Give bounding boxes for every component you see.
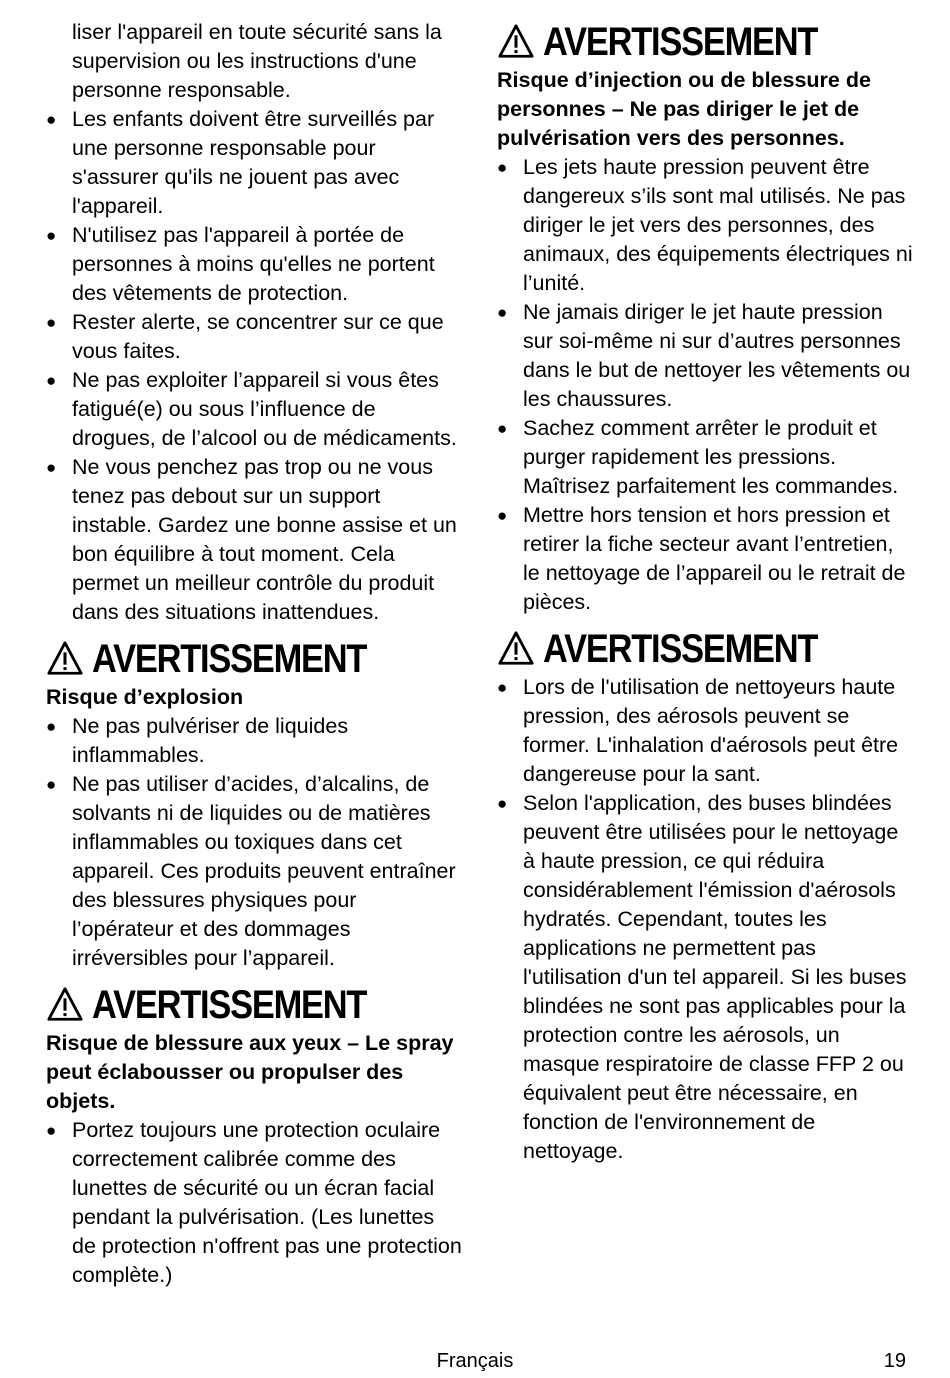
warning-subtitle: Risque de blessure aux yeux – Le spray peut éclabousser ou propulser des objets. <box>46 1031 454 1113</box>
bullet-icon: ● <box>497 158 508 177</box>
list-item <box>46 221 462 308</box>
warning-title: AVERTISSEMENT <box>92 637 367 681</box>
warning-subtitle: Risque d’injection ou de blessure de personnes – Ne pas diriger le jet de pulvérisation vers des personnes. <box>497 68 871 150</box>
intro-list <box>46 105 462 627</box>
footer-language: Français <box>436 1350 514 1372</box>
warning-title: AVERTISSEMENT <box>92 983 367 1027</box>
list-item <box>497 789 913 1166</box>
bullet-icon: ● <box>46 110 57 129</box>
continuation-text: liser l'appareil en toute sécurité sans la supervision ou les instructions d'une personne responsable. <box>72 20 442 102</box>
right-column <box>497 18 913 1166</box>
list-item-text: Mettre hors tension et hors pression et retirer la fiche secteur avant l’entretien, le nettoyage de l’appareil ou le retrait de pièces. <box>523 503 906 614</box>
list-item-text: Ne pas utiliser d’acides, d’alcalins, de solvants ni de liquides ou de matières inflammables ou toxiques dans cet appareil. Ces produits peuvent entraîner des blessures physiques pour l’opérateur et des dommages irréversibles pour l’appareil. <box>72 772 456 970</box>
list-item <box>46 105 462 221</box>
left-column <box>46 18 462 1290</box>
list-item <box>497 298 913 414</box>
list-item-text: Ne pas exploiter l’appareil si vous êtes fatigué(e) ou sous l’influence de drogues, de l’alcool ou de médicaments. <box>72 368 457 450</box>
list-item-text: Selon l'application, des buses blindées peuvent être utilisées pour le nettoyage à haute pression, ce qui réduira considérablement l'émission d'aérosols hydratés. Cependant, toutes les applications ne permettent pas l'utilisation d'un tel appareil. Si les buses blindées ne sont pas applicables pour la protection contre les aérosols, un masque respiratoire de classe FFP 2 ou équivalent peut être nécessaire, en fonction de l'environnement de nettoyage. <box>523 791 907 1163</box>
bullet-icon: ● <box>46 775 57 794</box>
list-item-text: N'utilisez pas l'appareil à portée de personnes à moins qu'elles ne portent des vêtements de protection. <box>72 223 435 305</box>
list-item <box>46 453 462 627</box>
list-item-text: Ne vous penchez pas trop ou ne vous tenez pas debout sur un support instable. Gardez une bonne assise et un bon équilibre à tout moment. Cela permet un meilleur contrôle du produit dans des situations inattendues. <box>72 455 457 624</box>
list-item-text: Ne pas pulvériser de liquides inflammables. <box>72 714 349 767</box>
bullet-icon: ● <box>46 313 57 332</box>
page-number: 19 <box>883 1350 906 1372</box>
bullet-icon: ● <box>46 226 57 245</box>
warning-subtitle: Risque d’explosion <box>46 685 244 709</box>
list-item <box>46 770 462 973</box>
bullet-icon: ● <box>46 458 57 477</box>
list-item <box>497 414 913 501</box>
list-item <box>497 673 913 789</box>
warning-title: AVERTISSEMENT <box>543 20 818 64</box>
eyes-list <box>46 1116 462 1290</box>
warning-triangle-icon <box>497 630 535 668</box>
bullet-icon: ● <box>497 419 508 438</box>
warning-heading-injection <box>497 18 913 66</box>
warning-heading-explosion <box>46 635 462 683</box>
bullet-icon: ● <box>497 303 508 322</box>
bullet-icon: ● <box>46 717 57 736</box>
list-item-text: Rester alerte, se concentrer sur ce que vous faites. <box>72 310 444 363</box>
list-item-text: Ne jamais diriger le jet haute pression sur soi-même ni sur d’autres personnes dans le but de nettoyer les vêtements ou les chaussures. <box>523 300 911 411</box>
warning-triangle-icon <box>46 986 84 1024</box>
list-item-text: Les jets haute pression peuvent être dangereux s’ils sont mal utilisés. Ne pas diriger le jet vers des personnes, des animaux, des équipements électriques ni l’unité. <box>523 155 913 295</box>
list-item <box>46 366 462 453</box>
list-item <box>46 308 462 366</box>
explosion-list <box>46 712 462 973</box>
warning-triangle-icon <box>46 640 84 678</box>
injection-list <box>497 153 913 617</box>
list-item <box>497 153 913 298</box>
list-item-text: Lors de l'utilisation de nettoyeurs haute pression, des aérosols peuvent se former. L'inhalation d'aérosols peut être dangereuse pour la sant. <box>523 675 899 786</box>
bullet-icon: ● <box>46 371 57 390</box>
bullet-icon: ● <box>46 1121 57 1140</box>
bullet-icon: ● <box>497 506 508 525</box>
warning-title: AVERTISSEMENT <box>543 627 818 671</box>
list-item-text: Sachez comment arrêter le produit et purger rapidement les pressions. Maîtrisez parfaitement les commandes. <box>523 416 899 498</box>
warning-triangle-icon <box>497 23 535 61</box>
list-item-text: Les enfants doivent être surveillés par une personne responsable pour s'assurer qu'ils ne jouent pas avec l'appareil. <box>72 107 435 218</box>
aerosols-list <box>497 673 913 1166</box>
bullet-icon: ● <box>497 794 508 813</box>
warning-heading-aerosols <box>497 625 913 673</box>
bullet-icon: ● <box>497 678 508 697</box>
list-item <box>46 712 462 770</box>
list-item-text: Portez toujours une protection oculaire correctement calibrée comme des lunettes de sécurité ou un écran facial pendant la pulvérisation. (Les lunettes de protection n'offrent pas une protection complète.) <box>72 1118 462 1287</box>
warning-heading-eyes <box>46 981 462 1029</box>
list-item <box>497 501 913 617</box>
list-item <box>46 1116 462 1290</box>
